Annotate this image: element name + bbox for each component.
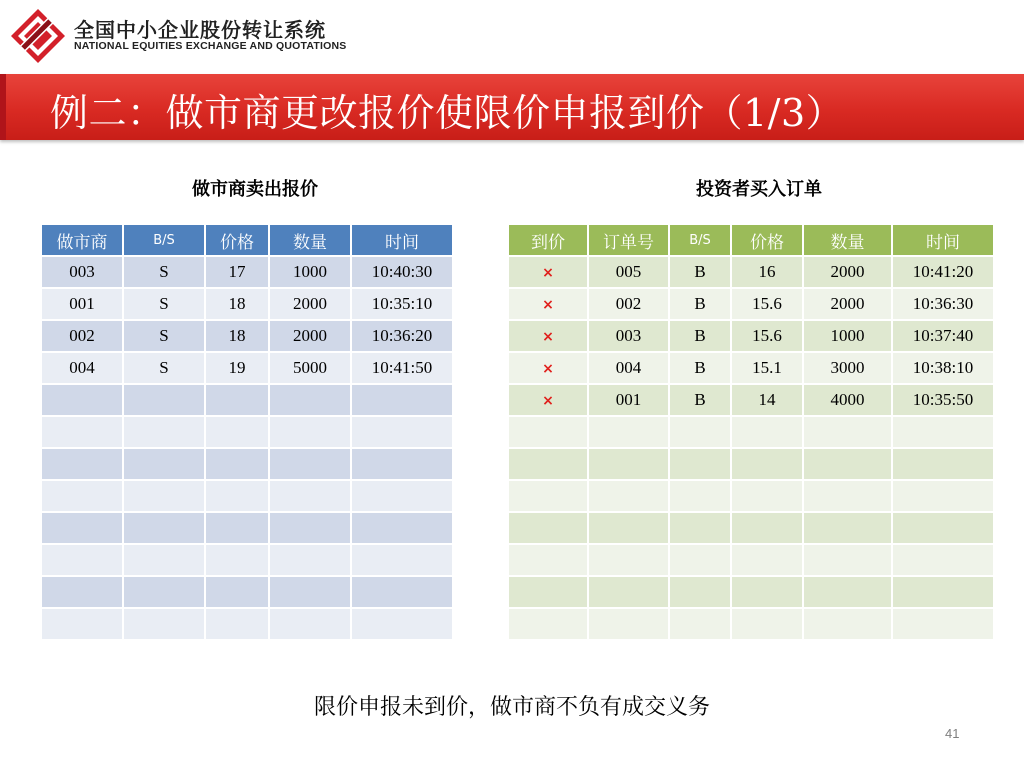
table-header-row	[508, 224, 994, 256]
table-cell	[269, 576, 351, 608]
table-cell: 19	[205, 352, 269, 384]
table-cell	[588, 448, 669, 480]
table-cell	[669, 512, 731, 544]
table-cell: 10:40:30	[351, 256, 453, 288]
table-cell	[892, 608, 994, 640]
table-cell: 2000	[803, 256, 892, 288]
table-cell	[588, 544, 669, 576]
table-cell: 004	[41, 352, 123, 384]
table-cell: 1000	[803, 320, 892, 352]
column-header: 到价	[508, 224, 588, 256]
column-header: B/S	[123, 224, 205, 256]
table-cell	[41, 480, 123, 512]
table-cell	[351, 608, 453, 640]
table-cell: 005	[588, 256, 669, 288]
table-cell: S	[123, 352, 205, 384]
table-cell: 3000	[803, 352, 892, 384]
table-cell	[41, 544, 123, 576]
table-row	[41, 608, 453, 640]
table-cell	[123, 512, 205, 544]
logo-english-name: NATIONAL EQUITIES EXCHANGE AND QUOTATIONS	[74, 40, 347, 52]
table-cell: S	[123, 288, 205, 320]
logo-chinese-name: 全国中小企业股份转让系统	[74, 18, 326, 42]
table-cell	[508, 320, 588, 352]
table-cell	[351, 416, 453, 448]
table-cell: B	[669, 288, 731, 320]
table-cell	[205, 416, 269, 448]
table-cell	[41, 416, 123, 448]
table-row	[41, 512, 453, 544]
table-cell	[508, 256, 588, 288]
table-row	[508, 576, 994, 608]
table-cell: 2000	[803, 288, 892, 320]
table-cell	[205, 384, 269, 416]
table-cell	[351, 448, 453, 480]
table-cell	[803, 480, 892, 512]
table-cell	[269, 608, 351, 640]
table-cell	[803, 512, 892, 544]
table-cell	[351, 480, 453, 512]
table-cell	[669, 608, 731, 640]
table-cell	[41, 576, 123, 608]
column-header: 订单号	[588, 224, 669, 256]
table-cell: S	[123, 320, 205, 352]
table-row	[508, 384, 994, 416]
table-row	[41, 480, 453, 512]
table-cell: 17	[205, 256, 269, 288]
table-cell: 10:35:50	[892, 384, 994, 416]
table-cell: 10:36:20	[351, 320, 453, 352]
table-row	[41, 416, 453, 448]
table-cell: 15.6	[731, 288, 803, 320]
table-cell: 004	[588, 352, 669, 384]
table-cell	[123, 544, 205, 576]
table-cell	[205, 544, 269, 576]
table-row	[41, 448, 453, 480]
table-cell	[269, 384, 351, 416]
table-cell	[508, 384, 588, 416]
table-row	[508, 480, 994, 512]
table-cell	[269, 512, 351, 544]
table-row	[41, 576, 453, 608]
table-cell	[508, 544, 588, 576]
table-cell	[731, 448, 803, 480]
table-cell	[669, 576, 731, 608]
table-cell	[351, 384, 453, 416]
table-cell	[508, 512, 588, 544]
table-cell	[41, 448, 123, 480]
table-cell	[803, 576, 892, 608]
table-cell	[205, 512, 269, 544]
table-cell	[205, 576, 269, 608]
investor-buy-orders-table	[507, 223, 995, 641]
table-cell	[269, 416, 351, 448]
table-cell	[123, 608, 205, 640]
table-cell	[803, 544, 892, 576]
table-cell	[892, 416, 994, 448]
table-cell	[123, 416, 205, 448]
table-cell	[669, 448, 731, 480]
table-header-row	[41, 224, 453, 256]
table-cell	[588, 416, 669, 448]
neeq-logo-icon	[10, 8, 66, 64]
table-cell: 001	[588, 384, 669, 416]
table-cell: 001	[41, 288, 123, 320]
table-cell	[731, 544, 803, 576]
table-cell: 14	[731, 384, 803, 416]
table-cell	[588, 576, 669, 608]
table-cell	[892, 448, 994, 480]
table-cell	[269, 480, 351, 512]
buyer-table-title: 投资者买入订单	[696, 179, 822, 200]
table-cell	[588, 480, 669, 512]
table-cell	[508, 288, 588, 320]
table-cell: 5000	[269, 352, 351, 384]
table-cell: 15.1	[731, 352, 803, 384]
table-cell	[803, 448, 892, 480]
table-cell	[123, 384, 205, 416]
table-cell	[669, 416, 731, 448]
table-cell: 003	[588, 320, 669, 352]
table-cell: 002	[588, 288, 669, 320]
table-cell	[803, 608, 892, 640]
cross-icon: ×	[542, 361, 554, 377]
table-cell	[731, 416, 803, 448]
seller-table-title: 做市商卖出报价	[192, 179, 318, 200]
table-cell	[269, 544, 351, 576]
column-header: 数量	[269, 224, 351, 256]
cross-icon: ×	[542, 297, 554, 313]
table-cell: 2000	[269, 288, 351, 320]
cross-icon: ×	[542, 329, 554, 345]
cross-icon: ×	[542, 265, 554, 281]
table-cell	[588, 512, 669, 544]
table-cell: 10:36:30	[892, 288, 994, 320]
table-cell	[508, 416, 588, 448]
table-cell: 10:41:50	[351, 352, 453, 384]
table-row	[508, 256, 994, 288]
page-number: 41	[945, 726, 960, 741]
slide-caption: 限价申报未到价，做市商不负有成交义务	[313, 695, 710, 720]
table-cell: 003	[41, 256, 123, 288]
table-cell	[508, 480, 588, 512]
table-cell	[669, 544, 731, 576]
table-row	[508, 512, 994, 544]
table-cell	[351, 544, 453, 576]
table-cell	[892, 480, 994, 512]
table-cell: 15.6	[731, 320, 803, 352]
table-cell	[205, 448, 269, 480]
cross-icon: ×	[542, 393, 554, 409]
table-cell	[731, 576, 803, 608]
table-cell: 10:41:20	[892, 256, 994, 288]
table-cell	[892, 544, 994, 576]
table-cell	[892, 512, 994, 544]
table-row	[508, 320, 994, 352]
column-header: 时间	[892, 224, 994, 256]
table-row	[508, 608, 994, 640]
table-cell: 2000	[269, 320, 351, 352]
table-cell	[892, 576, 994, 608]
column-header: 做市商	[41, 224, 123, 256]
table-cell	[731, 480, 803, 512]
table-row	[41, 288, 453, 320]
table-cell	[123, 448, 205, 480]
column-header: 时间	[351, 224, 453, 256]
table-cell	[123, 576, 205, 608]
table-cell: 10:38:10	[892, 352, 994, 384]
table-cell: 10:37:40	[892, 320, 994, 352]
table-cell: 18	[205, 320, 269, 352]
table-cell	[123, 480, 205, 512]
table-row	[41, 384, 453, 416]
table-cell: 10:35:10	[351, 288, 453, 320]
table-row	[508, 448, 994, 480]
table-cell	[508, 576, 588, 608]
table-cell	[205, 480, 269, 512]
table-cell	[731, 608, 803, 640]
table-cell: B	[669, 256, 731, 288]
table-row	[508, 416, 994, 448]
table-row	[41, 256, 453, 288]
table-cell: 1000	[269, 256, 351, 288]
table-cell: B	[669, 384, 731, 416]
table-cell	[588, 608, 669, 640]
table-cell	[508, 608, 588, 640]
column-header: 价格	[205, 224, 269, 256]
table-row	[508, 288, 994, 320]
table-cell	[508, 352, 588, 384]
table-cell	[205, 608, 269, 640]
table-cell: 16	[731, 256, 803, 288]
table-cell: B	[669, 352, 731, 384]
table-cell: S	[123, 256, 205, 288]
table-row	[508, 544, 994, 576]
market-maker-sell-quotes-table	[40, 223, 454, 641]
table-cell: 18	[205, 288, 269, 320]
table-cell	[269, 448, 351, 480]
table-cell	[803, 416, 892, 448]
table-cell	[351, 512, 453, 544]
table-row	[508, 352, 994, 384]
slide-title: 例二：做市商更改报价使限价申报到价（1/3）	[50, 91, 845, 135]
table-cell: B	[669, 320, 731, 352]
table-row	[41, 544, 453, 576]
column-header: B/S	[669, 224, 731, 256]
table-cell: 002	[41, 320, 123, 352]
table-cell: 4000	[803, 384, 892, 416]
table-cell	[731, 512, 803, 544]
table-row	[41, 320, 453, 352]
column-header: 数量	[803, 224, 892, 256]
table-cell	[41, 608, 123, 640]
table-cell	[508, 448, 588, 480]
column-header: 价格	[731, 224, 803, 256]
table-cell	[41, 384, 123, 416]
table-cell	[669, 480, 731, 512]
table-cell	[41, 512, 123, 544]
table-row	[41, 352, 453, 384]
table-cell	[351, 576, 453, 608]
